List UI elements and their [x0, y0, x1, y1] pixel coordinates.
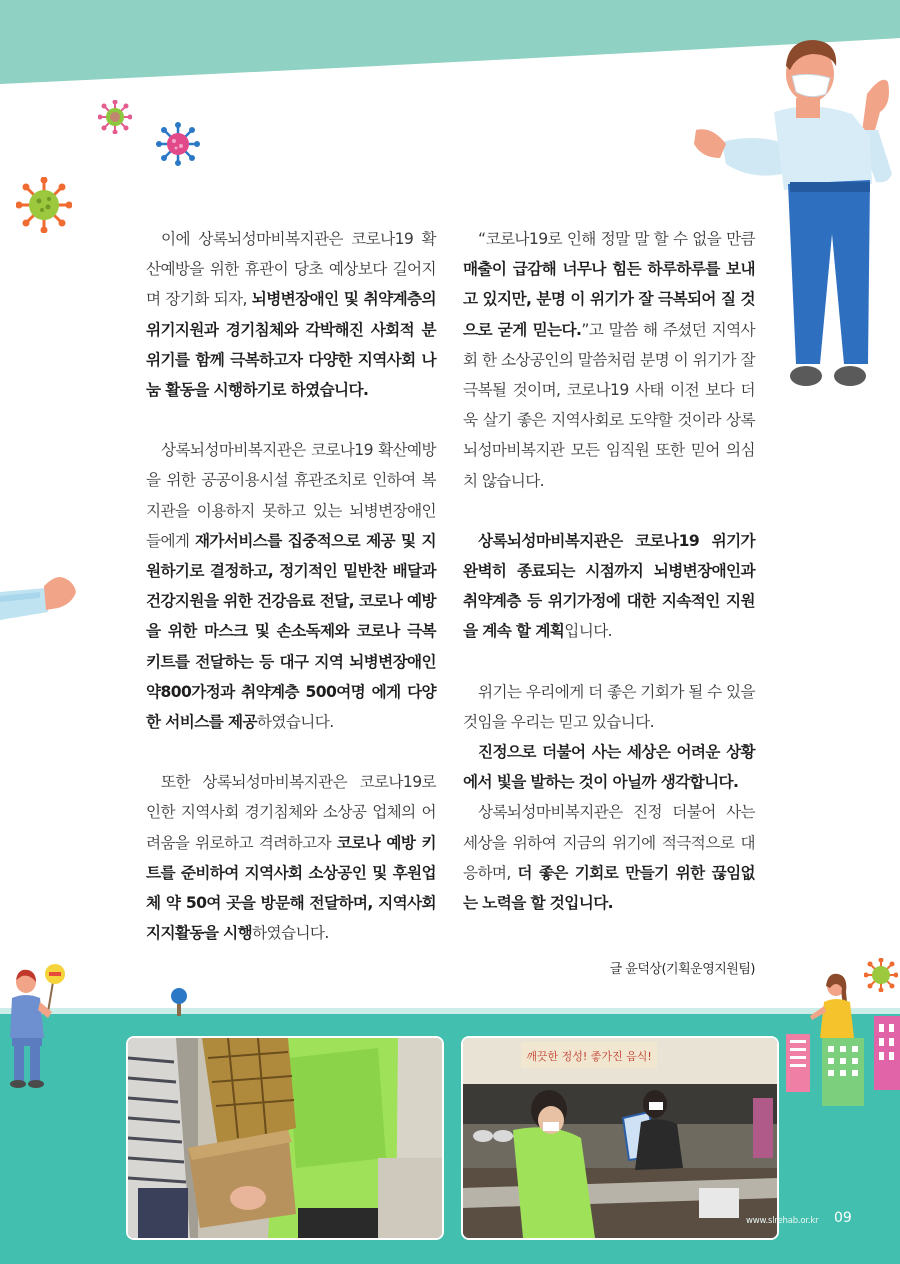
virus-icon-small: [98, 100, 132, 134]
right-paragraph-2: 상록뇌성마비복지관은 코로나19 위기가 완벽히 종료되는 시점까지 뇌병변장애인과 취약계층 등 위기가정에 대한 지속적인 지원을 계속 할 계획입니다.: [463, 531, 755, 641]
virus-icon-orange: [16, 177, 72, 233]
right-paragraph-5: 상록뇌성마비복지관은 진정 더불어 사는 세상을 위하여 지금의 위기에 적극적으로 대응하며, 더 좋은 기회로 만들기 위한 끊임없는 노력을 할 것입니다.: [463, 803, 756, 913]
left-paragraph-3: 또한 상록뇌성마비복지관은 코로나19로 인한 지역사회 경기침체와 소상공 업체의 어려움을 위로하고 격려하고자 코로나 예방 키트를 준비하여 지역사회 소상공인 및 후원업체 약 50여 곳을 방문해 전달하며, 지역사회 지지활동을 시행하였습니다.: [146, 773, 436, 943]
left-paragraph-2: 상록뇌성마비복지관은 코로나19 확산예방을 위한 공공이용시설 휴관조치로 인하여 복지관을 이용하지 못하고 있는 뇌병변장애인들에게 재가서비스를 집중적으로 제공 및 지원하기로 결정하고, 정기적인 밑반찬 배달과 건강지원을 위한 건강음료 전달, 코로나 예방을 위한 마스크 및 손소독제와 코로나 극복 키트를 전달하는 등 대구 지역 뇌병변장애인 약800가정과 취약계층 500여명 에게 다양한 서비스를 제공하였습니다.: [146, 441, 436, 732]
article-right-column: [463, 224, 755, 918]
byline: 글 윤덕상(기획운영지원팀): [609, 962, 755, 977]
tree-icon: [170, 986, 188, 1016]
photo-kitchen-delivery: [461, 1036, 779, 1240]
right-paragraph-4: 진정으로 더불어 사는 세상은 어려운 상황에서 빛을 발하는 것이 아닐까 생각합니다.: [463, 743, 755, 792]
page-number: 09: [834, 1210, 852, 1226]
photo-volunteer-delivery-scene: [128, 1038, 442, 1238]
right-paragraph-1: “코로나19로 인해 정말 말 할 수 없을 만큼 매출이 급감해 너무나 힘든 하루하루를 보내고 있지만, 분명 이 위기가 잘 극복되어 질 것으로 굳게 믿는다.”고 말씀 해 주셨던 지역사회 한 소상공인의 말씀처럼 분명 이 위기가 잘 극복될 것이며, 코로나19 사태 이전 보다 더욱 살기 좋은 지역사회로 도약할 것이라 상록뇌성마비복지관 모든 임직원 또한 믿어 의심치 않습니다.: [463, 230, 756, 490]
bottom-highlight-line: [0, 1008, 900, 1014]
photo-volunteer-delivery: [126, 1036, 444, 1240]
photo-kitchen-delivery-scene: [463, 1038, 777, 1238]
virus-icon-blue: [156, 122, 200, 166]
footer-url: www.slrehab.or.kr: [746, 1216, 819, 1226]
left-paragraph-1: 이에 상록뇌성마비복지관은 코로나19 확산예방을 위한 휴관이 당초 예상보다 길어지며 장기화 되자, 뇌병변장애인 및 취약계층의 위기지원과 경기침체와 각박해진 사회적 분위기를 함께 극복하고자 다양한 지역사회 나눔 활동을 시행하기로 하였습니다.: [146, 230, 436, 400]
waving-hand-illustration: [0, 568, 80, 628]
kitchen-banner-text: 깨끗한 정성! 좋가진 음식!: [526, 1050, 652, 1063]
nurse-illustration: [0, 962, 76, 1094]
article-left-column: [146, 224, 436, 948]
woman-buildings-illustration: [784, 972, 900, 1112]
right-paragraph-3: 위기는 우리에게 더 좋은 기회가 될 수 있을 것임을 우리는 믿고 있습니다.: [463, 682, 755, 731]
